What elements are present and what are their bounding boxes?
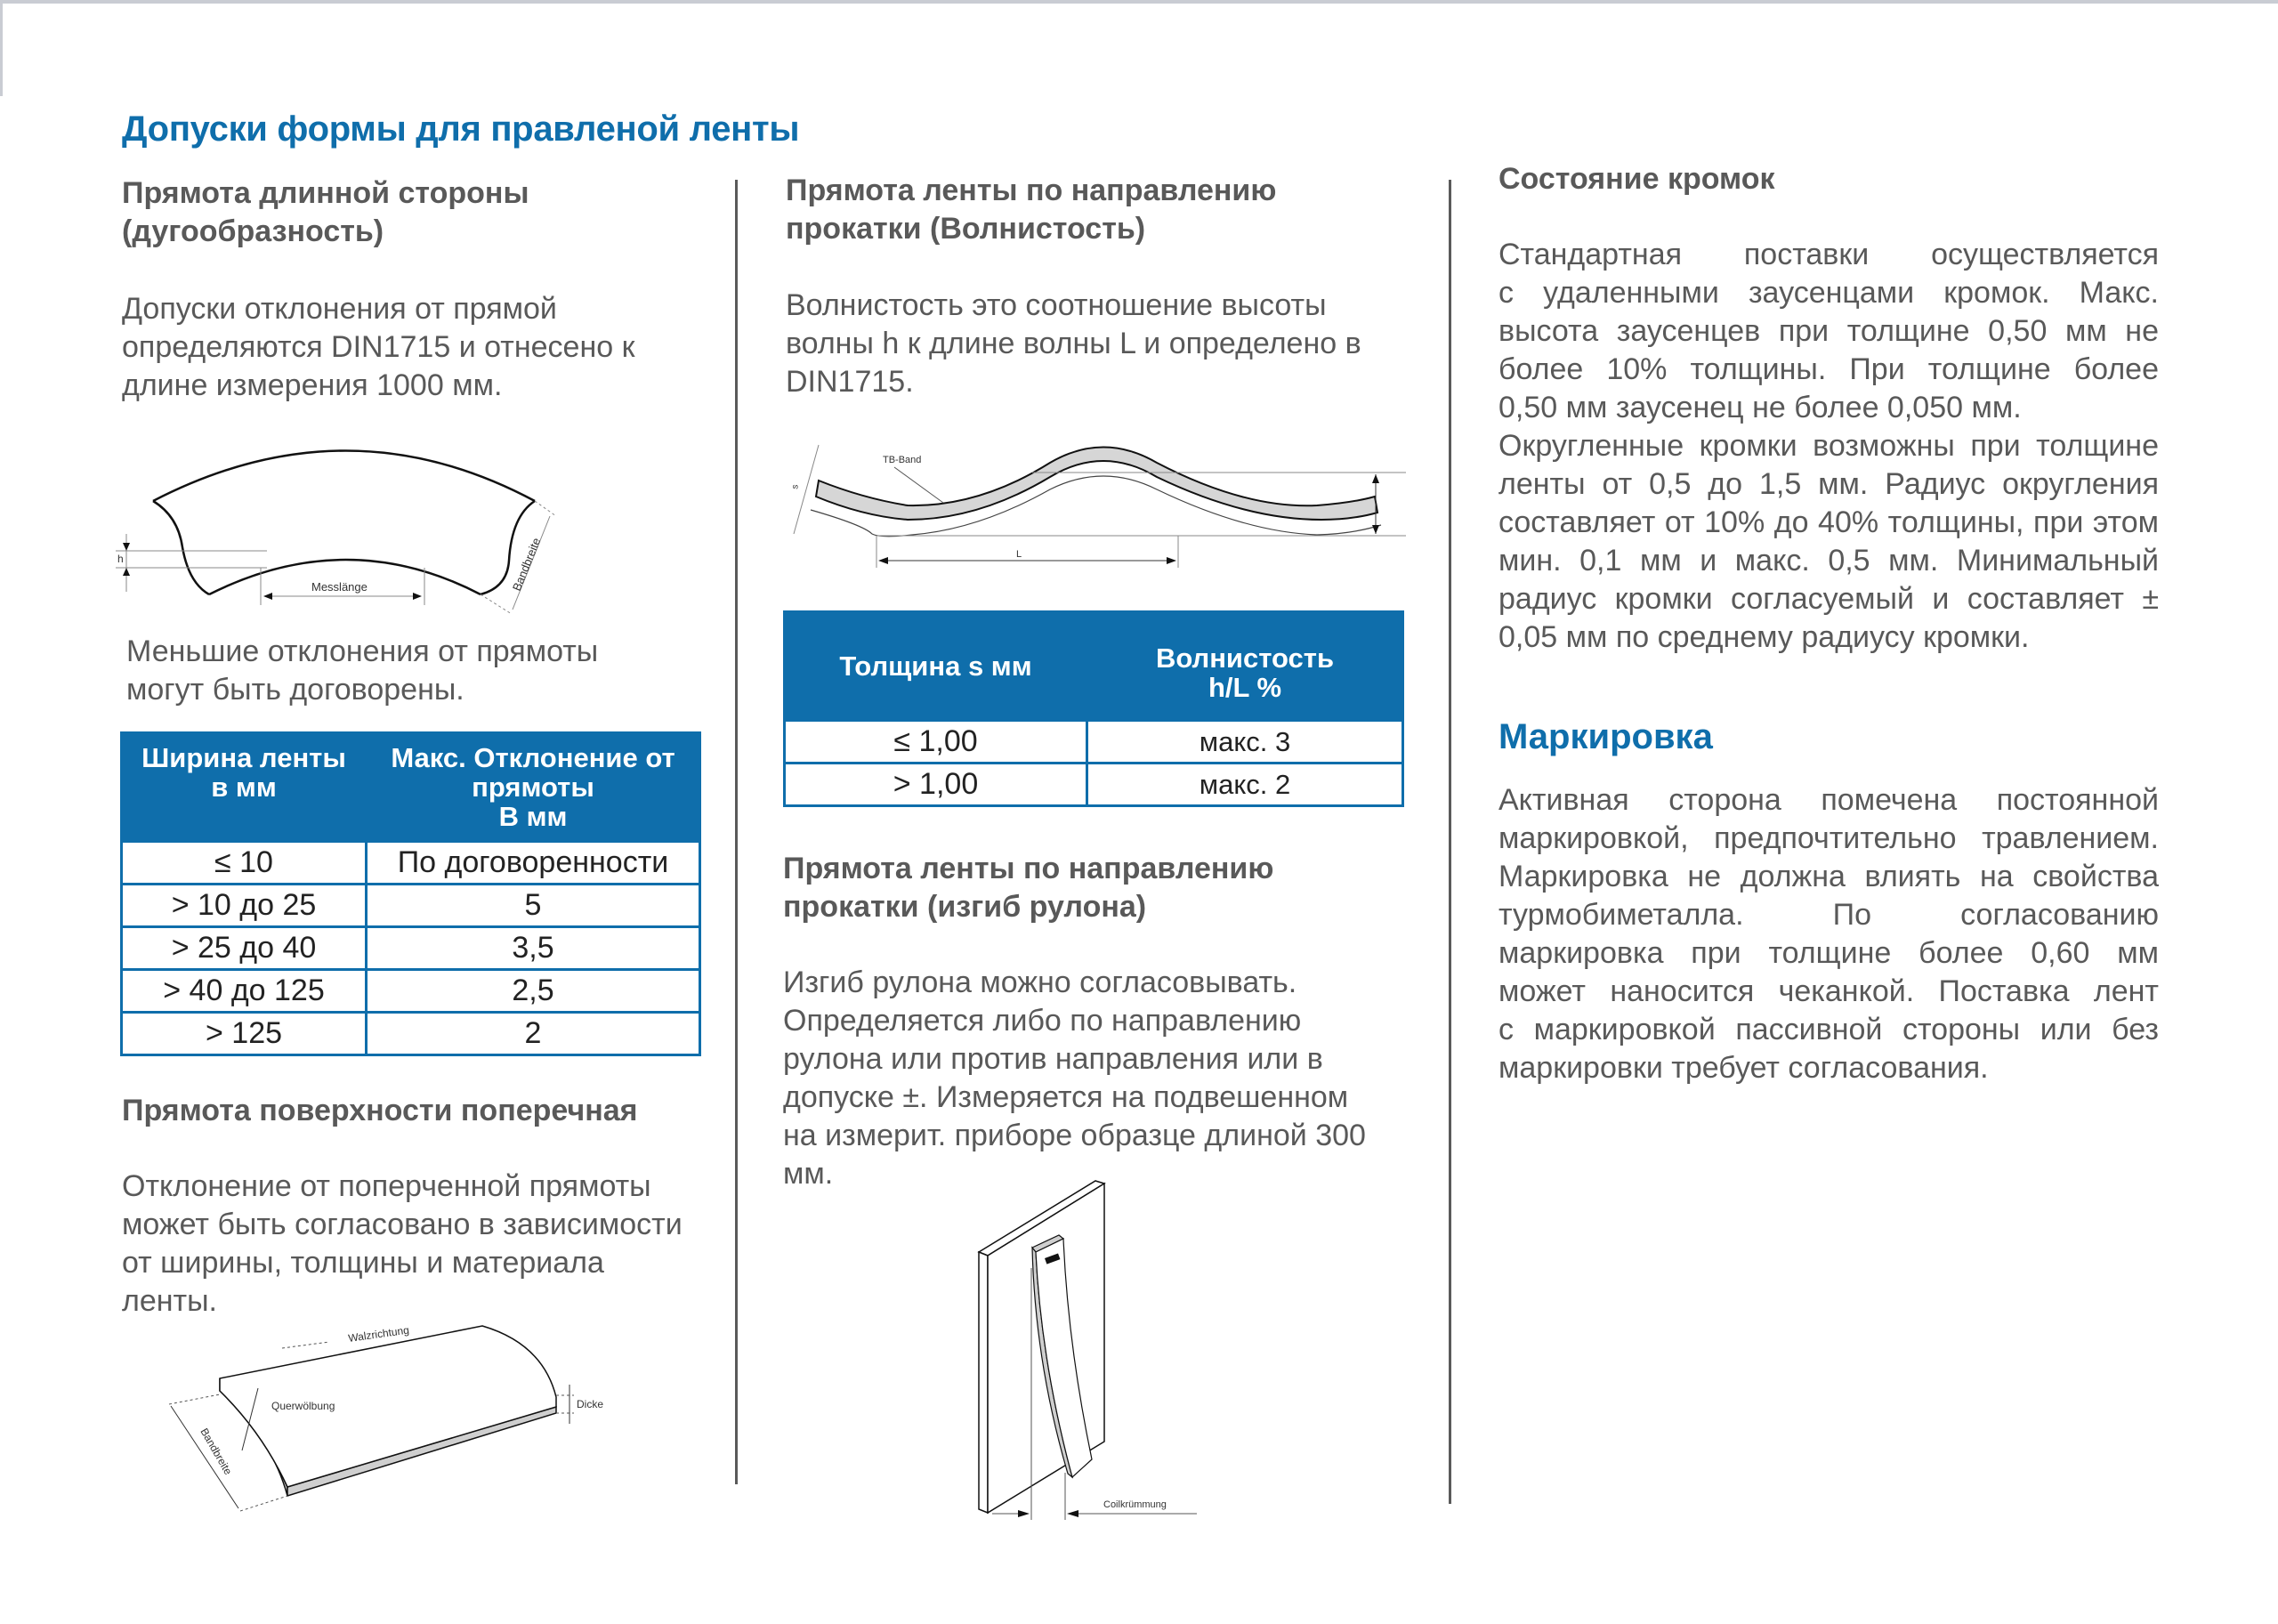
dimension-lines: [116, 501, 556, 614]
waviness-table: [783, 610, 1404, 807]
cell-thickness: ≤ 1,00: [785, 721, 1087, 764]
section-heading-edge-condition: Состояние кромок: [1498, 162, 1775, 196]
strip-outline: [153, 451, 535, 595]
text-line: мин. 0,1 мм и макс. 0,5 мм. Минимальный: [1498, 544, 2159, 578]
marking-paragraph: [1498, 781, 2159, 1087]
text-line: Определяется либо по направлению: [783, 1004, 1302, 1038]
text-line: Стандартная поставки осуществляется: [1498, 238, 2159, 271]
label-coilkruemmung: Coilkrümmung: [1103, 1499, 1167, 1510]
cell-max-dev: 2: [367, 1013, 700, 1055]
section-heading-transverse-flatness: Прямота поверхности поперечная: [122, 1094, 638, 1127]
label-bandbreite: Bandbreite: [509, 536, 544, 594]
long-side-paragraph: [122, 290, 634, 405]
header-line: Толщина s мм: [839, 650, 1032, 682]
label-walzrichtung: Walzrichtung: [347, 1323, 410, 1345]
section-heading-waviness: [786, 172, 1276, 248]
header-line: прямоты: [472, 772, 594, 803]
text-line: маркировкой, предпочтительно травлением.: [1498, 821, 2159, 855]
text-line: DIN1715.: [786, 365, 914, 399]
text-line: Активная сторона помечена постоянной: [1498, 783, 2159, 817]
heading-line: прокатки (изгиб рулона): [783, 890, 1147, 924]
waviness-diagram: [783, 427, 1424, 587]
table-row: [122, 970, 700, 1013]
section-heading-long-side-straightness: [122, 174, 529, 251]
cell-max-dev: По договоренности: [367, 842, 700, 885]
text-line: Допуски отклонения от прямой: [122, 292, 557, 326]
text-line: Отклонение от поперченной прямоты: [122, 1169, 651, 1203]
label-L: L: [1016, 549, 1022, 560]
text-line: составляет от 10% до 40% толщины, при этом: [1498, 505, 2159, 539]
header-waviness: [1087, 612, 1403, 721]
heading-line: Прямота ленты по направлению: [783, 852, 1274, 885]
text-line: маркировки требует согласования.: [1498, 1051, 1989, 1085]
header-line: в мм: [211, 772, 277, 803]
text-line: 0,05 мм по среднему радиусу кромки.: [1498, 620, 2030, 654]
text-line: ленты от 0,5 до 1,5 мм. Радиус округления: [1498, 467, 2159, 501]
table-row: [122, 927, 700, 970]
heading-line: Прямота ленты по направлению: [786, 174, 1277, 207]
cell-max-dev: 3,5: [367, 927, 700, 970]
text-line: с удаленными заусенцами кромок. Макс.: [1498, 276, 2159, 310]
text-line: Меньшие отклонения от прямоты: [126, 634, 599, 668]
header-line: Ширина ленты: [141, 742, 346, 773]
label-bandbreite: Bandbreite: [198, 1426, 235, 1477]
column-divider-1: [735, 180, 738, 1484]
heading-line: прокатки (Волнистость): [786, 212, 1146, 246]
label-messlaenge: Messlänge: [311, 580, 368, 594]
cell-waviness: макс. 2: [1087, 764, 1403, 806]
cell-thickness: > 1,00: [785, 764, 1087, 806]
text-line: могут быть договорены.: [126, 673, 464, 707]
section-heading-marking: Маркировка: [1498, 717, 1713, 756]
text-line: 0,50 мм заусенец не более 0,050 мм.: [1498, 391, 2022, 424]
top-border: [0, 0, 2278, 4]
header-line: h/L %: [1208, 671, 1282, 703]
bandbreite-dimension: [171, 1406, 238, 1508]
cell-width: > 40 до 125: [122, 970, 367, 1013]
text-line: Маркировка не должна влиять на свойства: [1498, 860, 2159, 893]
cell-waviness: макс. 3: [1087, 721, 1403, 764]
text-line: определяются DIN1715 и отнесено к: [122, 330, 635, 364]
header-strip-width: [122, 733, 367, 842]
text-line: турмобиметалла. По согласованию: [1498, 898, 2159, 932]
header-line: Макс. Отклонение от: [391, 742, 675, 773]
text-line: радиус кромки согласуемый и составляет ±: [1498, 582, 2159, 616]
camber-tolerance-table: [120, 731, 701, 1056]
coil-set-paragraph: [783, 964, 1366, 1193]
table-header-row: [122, 733, 700, 842]
text-line: более 10% толщины. При толщине более: [1498, 352, 2159, 386]
text-line: длине измерения 1000 мм.: [122, 368, 503, 402]
table-header-row: [785, 612, 1403, 721]
label-querwoelbung: Querwölbung: [271, 1400, 335, 1412]
text-line: от ширины, толщины и материала: [122, 1246, 604, 1280]
table-row: [122, 1013, 700, 1055]
text-line: мм.: [783, 1157, 834, 1191]
board-side-edge: [979, 1252, 988, 1513]
header-spacer: [124, 802, 364, 831]
waviness-paragraph: [786, 287, 1361, 401]
table-row: [122, 885, 700, 927]
smaller-deviations-note: [126, 633, 598, 709]
heading-line: Прямота длинной стороны: [122, 176, 529, 210]
text-line: волны h к длине волны L и определено в: [786, 327, 1361, 360]
text-line: на измерит. приборе образце длиной 300: [783, 1119, 1366, 1152]
header-line: Волнистость: [1155, 642, 1335, 674]
column-divider-2: [1449, 180, 1451, 1504]
text-line: Изгиб рулона можно согласовывать.: [783, 966, 1297, 999]
text-line: рулона или против направления или в: [783, 1042, 1323, 1076]
cell-width: > 125: [122, 1013, 367, 1055]
cell-width: > 10 до 25: [122, 885, 367, 927]
text-line: может быть согласовано в зависимости: [122, 1208, 683, 1241]
heading-line: (дугообразность): [122, 214, 384, 248]
header-thickness: [785, 612, 1087, 721]
cell-width: > 25 до 40: [122, 927, 367, 970]
table-row: [785, 721, 1403, 764]
transverse-paragraph: [122, 1168, 683, 1321]
text-line: ленты.: [122, 1284, 217, 1318]
page-title: Допуски формы для правленой ленты: [122, 109, 800, 149]
transverse-crown-diagram: [151, 1308, 703, 1539]
text-line: Округленные кромки возможны при толщине: [1498, 429, 2159, 463]
tb-band-pointer: [894, 467, 943, 503]
label-dicke: Dicke: [577, 1398, 604, 1410]
text-line: Волнистость это соотношение высоты: [786, 288, 1327, 322]
header-line: В мм: [498, 801, 568, 832]
label-s: s: [790, 483, 801, 490]
camber-diagram: [107, 427, 685, 623]
table-row: [785, 764, 1403, 806]
text-line: может наносится чеканкой. Поставка лент: [1498, 974, 2159, 1008]
table-row: [122, 842, 700, 885]
section-heading-coil-set: [783, 850, 1273, 926]
text-line: маркировка при толщине более 0,60 мм: [1498, 936, 2159, 970]
coil-set-diagram: [943, 1166, 1228, 1522]
dimension-arrows: [123, 543, 422, 600]
label-h: h: [117, 553, 124, 565]
cell-text: ≤ 10: [214, 845, 273, 879]
dimension-arrows: [1018, 1510, 1078, 1517]
left-border: [0, 4, 3, 96]
text-line: с маркировкой пассивной стороны или без: [1498, 1013, 2159, 1046]
header-max-deviation: [367, 733, 700, 842]
text-line: допуске ±. Измеряется на подвешенном: [783, 1080, 1349, 1114]
label-tb-band: TB-Band: [883, 455, 922, 465]
cell-max-dev: 2,5: [367, 970, 700, 1013]
text-line: высота заусенцев при толщине 0,50 мм не: [1498, 314, 2159, 348]
cell-max-dev: 5: [367, 885, 700, 927]
cell-width: [122, 842, 367, 885]
edge-condition-paragraph: [1498, 236, 2159, 657]
